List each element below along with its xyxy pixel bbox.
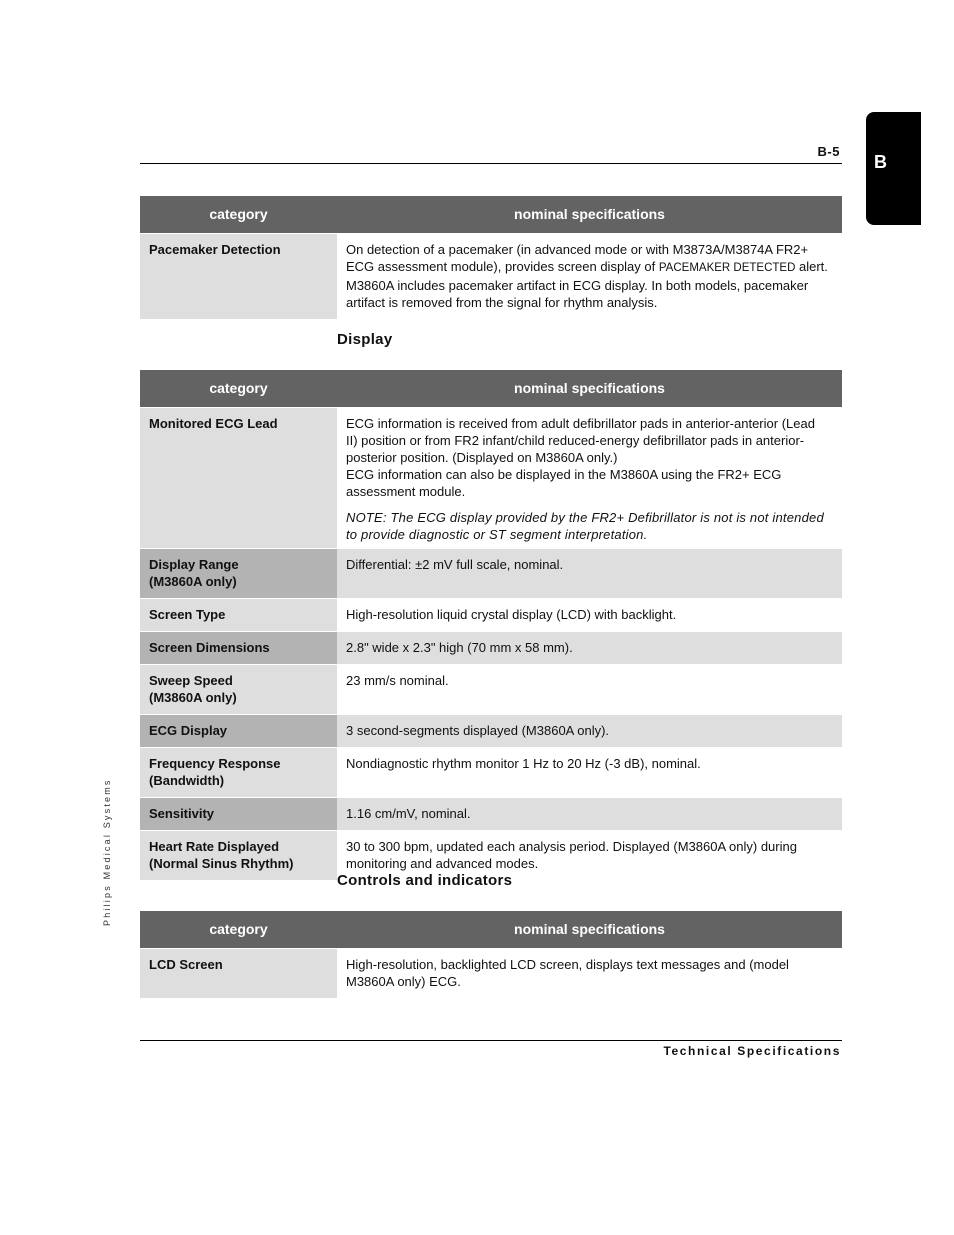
category-line: (Bandwidth) bbox=[149, 773, 225, 788]
table-header-row bbox=[140, 911, 842, 949]
spec-note: NOTE: The ECG display provided by the FR2+ Defibrillator is not is not intended to provide diagnostic or ST segment interpretation. bbox=[346, 510, 824, 542]
table-header-row bbox=[140, 196, 842, 234]
row-spec: 30 to 300 bpm, updated each analysis period. Displayed (M3860A only) during monitoring and advanced modes. bbox=[337, 831, 842, 881]
row-spec bbox=[337, 408, 842, 549]
controls-spec-table bbox=[140, 911, 842, 999]
category-line: Heart Rate Displayed bbox=[149, 839, 280, 854]
row-category: Pacemaker Detection bbox=[140, 234, 337, 320]
specs-header: nominal specifications bbox=[337, 911, 842, 949]
spec-text: ECG information can also be displayed in the M3860A using the FR2+ ECG assessment module. bbox=[346, 467, 782, 499]
table-header-row bbox=[140, 370, 842, 408]
spec-text: alert. M3860A includes pacemaker artifact in ECG display. In both models, pacemaker artifact is removed from the signal for rhythm analysis. bbox=[346, 259, 828, 310]
row-spec: High-resolution, backlighted LCD screen, displays text messages and (model M3860A only) ECG. bbox=[337, 949, 842, 999]
table-row bbox=[140, 748, 842, 798]
section-heading-display: Display bbox=[337, 331, 393, 348]
specs-header: nominal specifications bbox=[337, 196, 842, 234]
spec-text: On detection of a pacemaker (in advanced mode or with M3873A/M3874A FR2+ ECG assessment module), provides screen display of bbox=[346, 242, 809, 274]
spec-text: ECG information is received from adult defibrillator pads in anterior-anterior (Lead II) position or from FR2 infant/child reduced-energy defibrillator pads in anterior-posterior position. (Displayed on M3860A only.) bbox=[346, 416, 815, 465]
chapter-tab bbox=[866, 112, 921, 225]
row-spec: 1.16 cm/mV, nominal. bbox=[337, 798, 842, 831]
category-header: category bbox=[140, 370, 337, 408]
row-category bbox=[140, 549, 337, 599]
header-rule bbox=[140, 163, 842, 164]
table-row bbox=[140, 599, 842, 632]
display-spec-table bbox=[140, 370, 842, 881]
table-row bbox=[140, 234, 842, 320]
spec-smallcaps-text: PACEMAKER DETECTED bbox=[658, 262, 796, 274]
row-category: ECG Display bbox=[140, 715, 337, 748]
row-category bbox=[140, 831, 337, 881]
category-line: (Normal Sinus Rhythm) bbox=[149, 856, 294, 871]
category-line: Frequency Response bbox=[149, 756, 281, 771]
row-category: Screen Dimensions bbox=[140, 632, 337, 665]
table-row bbox=[140, 798, 842, 831]
page-number: B-5 bbox=[817, 144, 840, 159]
category-line: (M3860A only) bbox=[149, 574, 237, 589]
row-category: LCD Screen bbox=[140, 949, 337, 999]
category-header: category bbox=[140, 196, 337, 234]
row-spec bbox=[337, 234, 842, 320]
row-category: Monitored ECG Lead bbox=[140, 408, 337, 549]
category-line: (M3860A only) bbox=[149, 690, 237, 705]
table-row bbox=[140, 632, 842, 665]
category-line: Sweep Speed bbox=[149, 673, 233, 688]
section-heading-controls: Controls and indicators bbox=[337, 872, 513, 889]
row-spec: 23 mm/s nominal. bbox=[337, 665, 842, 715]
specs-header: nominal specifications bbox=[337, 370, 842, 408]
table-row bbox=[140, 715, 842, 748]
row-category: Screen Type bbox=[140, 599, 337, 632]
table-row bbox=[140, 549, 842, 599]
chapter-tab-letter: B bbox=[874, 152, 887, 172]
pacemaker-spec-table bbox=[140, 196, 842, 320]
row-spec: High-resolution liquid crystal display (LCD) with backlight. bbox=[337, 599, 842, 632]
row-spec: Nondiagnostic rhythm monitor 1 Hz to 20 Hz (-3 dB), nominal. bbox=[337, 748, 842, 798]
footer-title: Technical Specifications bbox=[663, 1044, 841, 1058]
table-row bbox=[140, 949, 842, 999]
table-row bbox=[140, 665, 842, 715]
row-spec: 3 second-segments displayed (M3860A only). bbox=[337, 715, 842, 748]
table-row bbox=[140, 408, 842, 549]
row-category bbox=[140, 748, 337, 798]
category-line: Display Range bbox=[149, 557, 239, 572]
category-header: category bbox=[140, 911, 337, 949]
row-spec: 2.8" wide x 2.3" high (70 mm x 58 mm). bbox=[337, 632, 842, 665]
side-text: Philips Medical Systems bbox=[102, 778, 112, 926]
row-category bbox=[140, 665, 337, 715]
row-spec: Differential: ±2 mV full scale, nominal. bbox=[337, 549, 842, 599]
footer-rule bbox=[140, 1040, 842, 1041]
row-category: Sensitivity bbox=[140, 798, 337, 831]
